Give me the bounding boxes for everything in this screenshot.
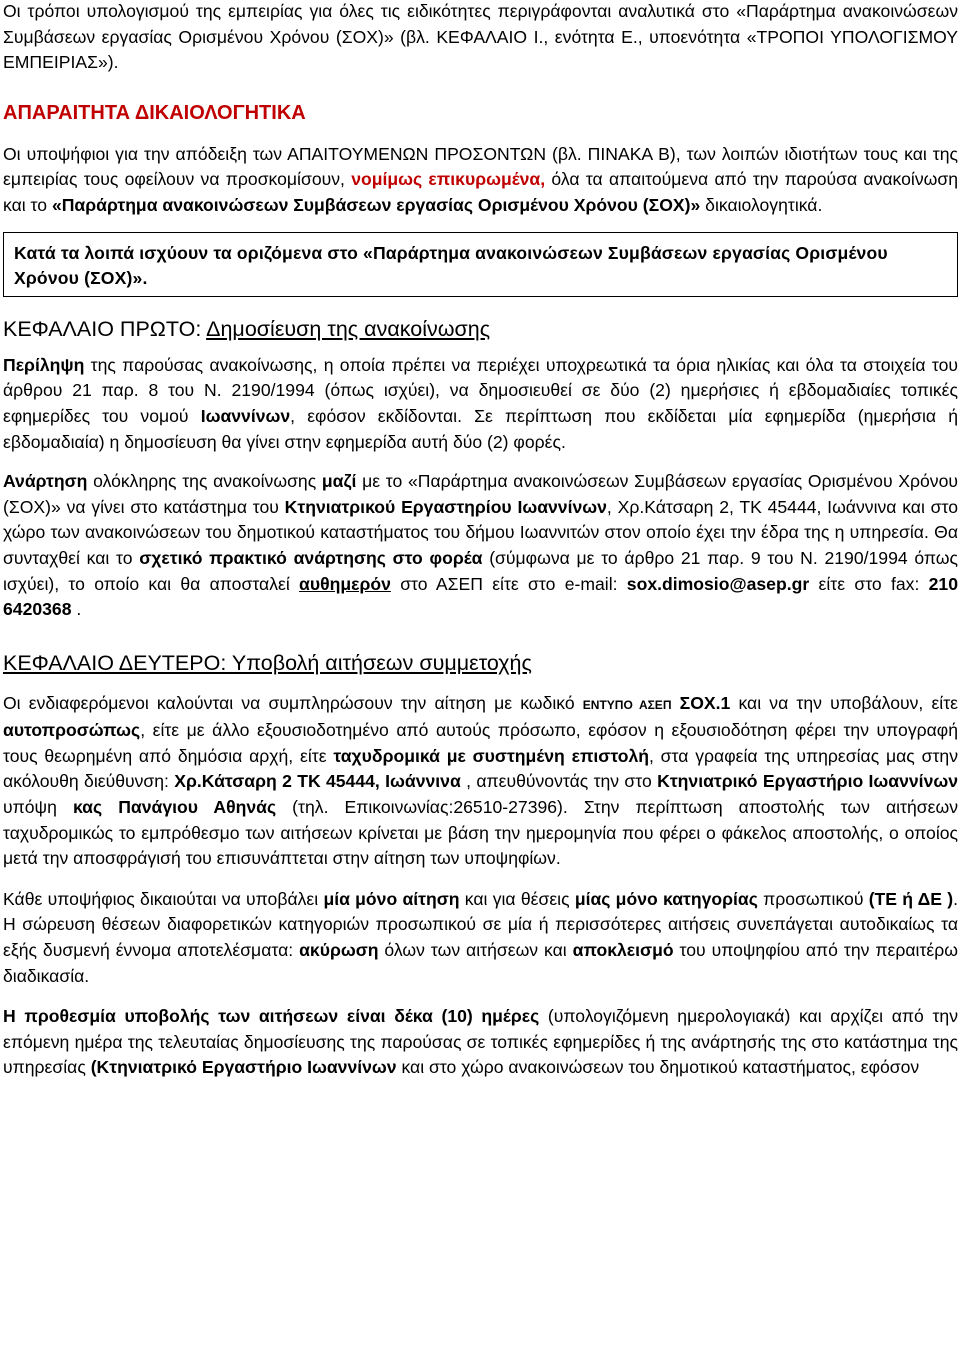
single-application-paragraph [3, 887, 958, 989]
paragraph-text: δικαιολογητικά. [700, 194, 823, 215]
required-documents-heading: ΑΠΑΡΑΙΤΗΤΑ ΔΙΚΑΙΟΛΟΓΗΤΙΚΑ [3, 101, 306, 124]
email-address: sox.dimosio@asep.gr [626, 573, 810, 594]
paragraph-text: , στα γραφεία της υπηρεσίας μας στην ακόλουθη διεύθυνση: [3, 745, 958, 792]
contact-person: κας Πανάγιου Αθηνάς [72, 797, 277, 818]
emphasis-text: αποκλεισμό [572, 940, 674, 961]
emphasis-text: «Παράρτημα ανακοινώσεων Συμβάσεων εργασίας Ορισμένου Χρόνου (ΣΟΧ)» [51, 194, 701, 215]
emphasis-text: (ΤΕ ή ΔΕ ) [868, 888, 954, 909]
emphasis-text: αυθημερόν [299, 573, 391, 594]
fax-number: 210 6420368 [3, 573, 958, 620]
paragraph-text: (τηλ. Επικοινωνίας:26510-27396). Στην περίπτωση αποστολής των αιτήσεων ταχυδρομικώς το εμπρόθεσμο των αιτήσεων κρίνεται με βάση την ημερομηνία που φέρει ο φάκελος αποστολής, ο οποίος μετά την αποσφράγισή του επισυνάπτεται στην αίτηση των υποψηφίων. [3, 797, 959, 869]
paragraph-text: , είτε με άλλο εξουσιοδοτημένο από αυτούς πρόσωπο, εφόσον η εξουσιοδότηση φέρει την υπογραφή τους θεωρημένη από δημόσια αρχή, είτε [3, 720, 958, 766]
paragraph-text: , εφόσον εκδίδονται. Σε περίπτωση που εκδίδεται μία εφημερίδα (ημερήσια ή εβδομαδιαία) η δημοσίευση θα γίνει στην εφημερίδα αυτή δύο (2) φορές. [3, 405, 958, 452]
paragraph-text: στο ΑΣΕΠ είτε στο e-mail: [390, 573, 627, 594]
paragraph-text: προσωπικού [757, 888, 869, 909]
chapter-two-heading: ΚΕΦΑΛΑΙΟ ΔΕΥΤΕΡΟ: Υποβολή αιτήσεων συμμετοχής [3, 650, 532, 675]
paragraph-text: . [71, 599, 82, 620]
emphasis-text: ακύρωση [299, 940, 379, 961]
paragraph-text: (υπολογιζόμενη ημερολογιακά) και αρχίζει από την επόμενη ημέρα της τελευταίας δημοσίευσης της παρούσας σε τοπικές εφημερίδες ή της ανάρτησής της στο κατάστημα της υπηρεσίας [3, 1006, 958, 1078]
paragraph-text: , απευθύνοντάς την στο [460, 771, 658, 792]
paragraph-text: και να την υποβάλουν, είτε [730, 692, 958, 713]
posting-paragraph [3, 469, 958, 623]
emphasis-text: (Κτηνιατρικό Εργαστήριο Ιωαννίνων [90, 1057, 397, 1078]
emphasis-text: σχετικό πρακτικό ανάρτησης στο φορέα [139, 547, 483, 568]
paragraph-text: όλα τα απαιτούμενα από την παρούσα ανακοίνωση και το [3, 169, 959, 215]
paragraph-text: της παρούσας ανακοίνωσης, η οποία πρέπει να περιέχει υποχρεωτικά τα όρια ηλικίας και όλα τα στοιχεία του άρθρου 21 παρ. 8 του Ν. 2190/1994 (όπως ισχύει), να δημοσιευθεί σε δύο (2) ημερήσιες ή εβδομαδιαίες τοπικές εφημερίδες του νομού [3, 354, 958, 426]
summary-publication-paragraph [3, 353, 958, 455]
paragraph-text: Κάθε υποψήφιος δικαιούται να υποβάλει [3, 888, 324, 909]
chapter-one-heading [3, 315, 958, 343]
paragraph-text: Οι υποψήφιοι για την απόδειξη των ΑΠΑΙΤΟΥΜΕΝΩΝ ΠΡΟΣΟΝΤΩΝ (βλ. ΠΙΝΑΚΑ Β), των λοιπών ιδιοτήτων τους και της εμπειρίας τους οφείλουν να προσκομίσουν, [3, 143, 958, 190]
emphasis-text: νομίμως επικυρωμένα, [351, 169, 546, 190]
paragraph-text: (σύμφωνα με το άρθρο 21 παρ. 9 του Ν. 2190/1994 όπως ισχύει), το οποίο και θα αποσταλεί [3, 547, 959, 594]
paragraph-text: ολόκληρης της ανακοίνωσης [87, 471, 322, 492]
paragraph-text: όλων των αιτήσεων και [378, 940, 573, 961]
form-code: ΣΟΧ.1 [671, 692, 731, 713]
paragraph-text: και στο χώρο ανακοινώσεων του δημοτικού καταστήματος, εφόσον [396, 1057, 920, 1078]
emphasis-text: αυτοπροσώπως [3, 720, 141, 741]
annex-note-box: Κατά τα λοιπά ισχύουν τα οριζόμενα στο «Παράρτημα ανακοινώσεων Συμβάσεων εργασίας Ορισμένου Χρόνου (ΣΟΧ)». [3, 232, 958, 297]
paragraph-text: υπόψη [3, 797, 73, 818]
experience-calculation-paragraph [3, 0, 958, 76]
required-documents-paragraph [3, 142, 958, 219]
emphasis-text: μία μόνο αίτηση [323, 888, 460, 909]
emphasis-text: μαζί [321, 471, 357, 492]
chapter-title: Δημοσίευση της ανακοίνωσης [206, 316, 491, 341]
emphasis-text: Περίληψη [3, 354, 85, 375]
paragraph-text: , Χρ.Κάτσαρη 2, ΤΚ 45444, Ιωάννινα και στο χώρο των ανακοινώσεων του δημοτικού καταστήματος του δήμου Ιωαννιτών στον οποίο έχει την έδρα της η υπηρεσία. Θα συνταχθεί και το [3, 496, 959, 568]
deadline-paragraph [3, 1004, 958, 1081]
emphasis-text: ταχυδρομικά με συστημένη επιστολή [333, 745, 649, 766]
emphasis-text: Κτηνιατρικού Εργαστηρίου Ιωαννίνων [284, 496, 607, 517]
emphasis-text: Ιωαννίνων [200, 405, 291, 426]
form-code-prefix: ΕΝΤΥΠΟ ΑΣΕΠ [582, 697, 672, 712]
paragraph-text: είτε στο fax: [809, 573, 929, 594]
chapter-label: ΚΕΦΑΛΑΙΟ ΠΡΩΤΟ: [3, 316, 207, 341]
emphasis-text: μίας μόνο κατηγορίας [574, 888, 758, 909]
emphasis-text: Κτηνιατρικό Εργαστήριο Ιωαννίνων [657, 771, 958, 792]
paragraph-text: του υποψηφίου από την περαιτέρω διαδικασία. [3, 940, 958, 986]
paragraph-text: και για θέσεις [459, 888, 575, 909]
emphasis-text: Ανάρτηση [3, 471, 88, 492]
paragraph-text: Οι ενδιαφερόμενοι καλούνται να συμπληρώσουν την αίτηση με κωδικό [3, 692, 583, 713]
address-text: Χρ.Κάτσαρη 2 ΤΚ 45444, Ιωάννινα [174, 771, 461, 792]
application-submission-paragraph [3, 691, 958, 872]
paragraph-text: . Η σώρευση θέσεων διαφορετικών κατηγοριών προσωπικού σε μία ή περισσότερες αιτήσεις συνεπάγεται αυτοδικαίως τα εξής δυσμενή έννομα αποτελέσματα: [3, 888, 959, 961]
paragraph-text: Οι τρόποι υπολογισμού της εμπειρίας για όλες τις ειδικότητες περιγράφονται αναλυτικά στο «Παράρτημα ανακοινώσεων Συμβάσεων εργασίας Ορισμένου Χρόνου (ΣΟΧ)» (βλ. ΚΕΦΑΛΑΙΟ Ι., ενότητα Ε., υποενότητα «ΤΡΟΠΟΙ ΥΠΟΛΟΓΙΣΜΟΥ ΕΜΠΕΙΡΙΑΣ»). [3, 1, 958, 73]
emphasis-text: Η προθεσμία υποβολής των αιτήσεων είναι δέκα (10) ημέρες [3, 1006, 540, 1027]
paragraph-text: με το «Παράρτημα ανακοινώσεων Συμβάσεων εργασίας Ορισμένου Χρόνου (ΣΟΧ)» να γίνει στο κατάστημα του [3, 471, 958, 517]
